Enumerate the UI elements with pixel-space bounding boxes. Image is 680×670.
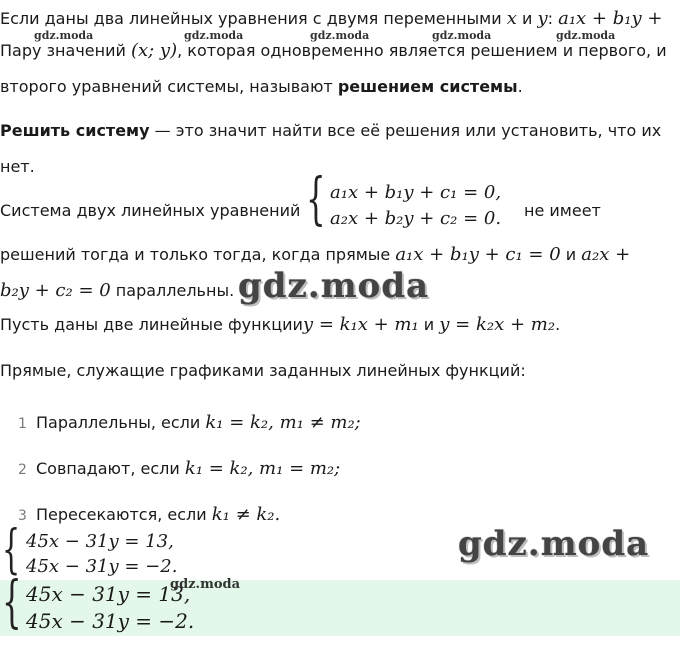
- math-condition: k₁ ≠ k₂.: [211, 504, 281, 525]
- text: .: [517, 77, 523, 96]
- math-expression: y = k₁x + m₁: [302, 314, 419, 335]
- math-expression: a₁x + b₁y + c₁ = 0: [395, 244, 561, 265]
- list-item: [18, 504, 280, 527]
- equation-1: 45x − 31y = 13,: [26, 531, 174, 552]
- equation-1: a₁x + b₁y + c₁ = 0,: [330, 182, 502, 203]
- text: Пересекаются, если: [36, 505, 212, 524]
- text: Совпадают, если: [36, 459, 185, 478]
- math-y: y: [537, 8, 548, 29]
- bold-term: решением системы: [337, 77, 518, 96]
- paragraph-3-suffix: [524, 200, 601, 222]
- paragraph-5: [0, 360, 526, 382]
- text: второго уравнений системы, называют: [0, 77, 338, 96]
- math-expression: b₂y + c₂ = 0: [0, 280, 111, 301]
- text: .: [555, 315, 561, 334]
- paragraph-4: [0, 314, 560, 336]
- text: Пусть даны две линейные функции: [0, 315, 303, 334]
- system-general: [306, 167, 526, 236]
- math-expression: a₂x +: [581, 244, 631, 265]
- equation-1: 45x − 31y = 13,: [26, 582, 191, 606]
- list-number: 1: [18, 416, 27, 432]
- math-expression: y = k₂x + m₂: [439, 314, 556, 335]
- paragraph-3-line-2: [0, 244, 630, 266]
- equation-2: 45x − 31y = −2.: [26, 609, 195, 633]
- text: :: [547, 9, 559, 28]
- bold-term: Решить систему: [0, 121, 150, 140]
- paragraph-1-line-1: [0, 8, 662, 30]
- left-brace-icon: {: [2, 570, 22, 635]
- left-brace-icon: {: [306, 167, 326, 232]
- equation-2: 45x − 31y = −2.: [26, 556, 178, 577]
- list-number: 3: [18, 508, 27, 524]
- math-condition: k₁ = k₂, m₁ = m₂;: [184, 458, 341, 479]
- left-brace-icon: {: [2, 520, 21, 580]
- list-number: 2: [18, 462, 27, 478]
- system-a: [2, 520, 302, 582]
- watermark-small: gdz.moda: [556, 29, 616, 42]
- watermark-small: gdz.moda: [432, 29, 492, 42]
- paragraph-2-line-1: [0, 120, 661, 142]
- list-item: [18, 412, 361, 435]
- text: Если даны два линейных уравнения с двумя переменными: [0, 9, 507, 28]
- text: и: [418, 315, 440, 334]
- paragraph-1-line-3: [0, 76, 523, 98]
- paragraph-3-line-3: [0, 280, 234, 302]
- list-item: [18, 458, 340, 481]
- math-pair: (x; y): [130, 40, 178, 61]
- text: решений тогда и только тогда, когда прямые: [0, 245, 396, 264]
- text: Система двух линейных уравнений: [0, 201, 301, 220]
- math-x: x: [506, 8, 517, 29]
- watermark-small: gdz.moda: [170, 577, 241, 592]
- system-b: [2, 570, 302, 636]
- math-condition: k₁ = k₂, m₁ ≠ m₂;: [205, 412, 361, 433]
- math-expression: a₁x + b₁y +: [558, 8, 663, 29]
- text: и: [516, 9, 538, 28]
- text: нет.: [0, 157, 35, 176]
- paragraph-3-prefix: [0, 200, 300, 222]
- watermark-large: gdz.moda: [458, 524, 650, 564]
- watermark-small: gdz.moda: [310, 29, 370, 42]
- text: параллельны.: [110, 281, 235, 300]
- equation-2: a₂x + b₂y + c₂ = 0.: [330, 208, 502, 229]
- watermark-small: gdz.moda: [184, 29, 244, 42]
- watermark-small: gdz.moda: [34, 29, 94, 42]
- text: Параллельны, если: [36, 413, 206, 432]
- text: Пару значений: [0, 41, 131, 60]
- text: Прямые, служащие графиками заданных линейных функций:: [0, 361, 526, 380]
- watermark-large: gdz.moda: [238, 266, 430, 306]
- text: , которая одновременно является решением и первого, и: [177, 41, 667, 60]
- text: и: [560, 245, 582, 264]
- text: не имеет: [524, 201, 601, 220]
- paragraph-1-line-2: [0, 40, 667, 62]
- paragraph-2-line-2: [0, 156, 35, 178]
- text: — это значит найти все её решения или установить, что их: [149, 121, 662, 140]
